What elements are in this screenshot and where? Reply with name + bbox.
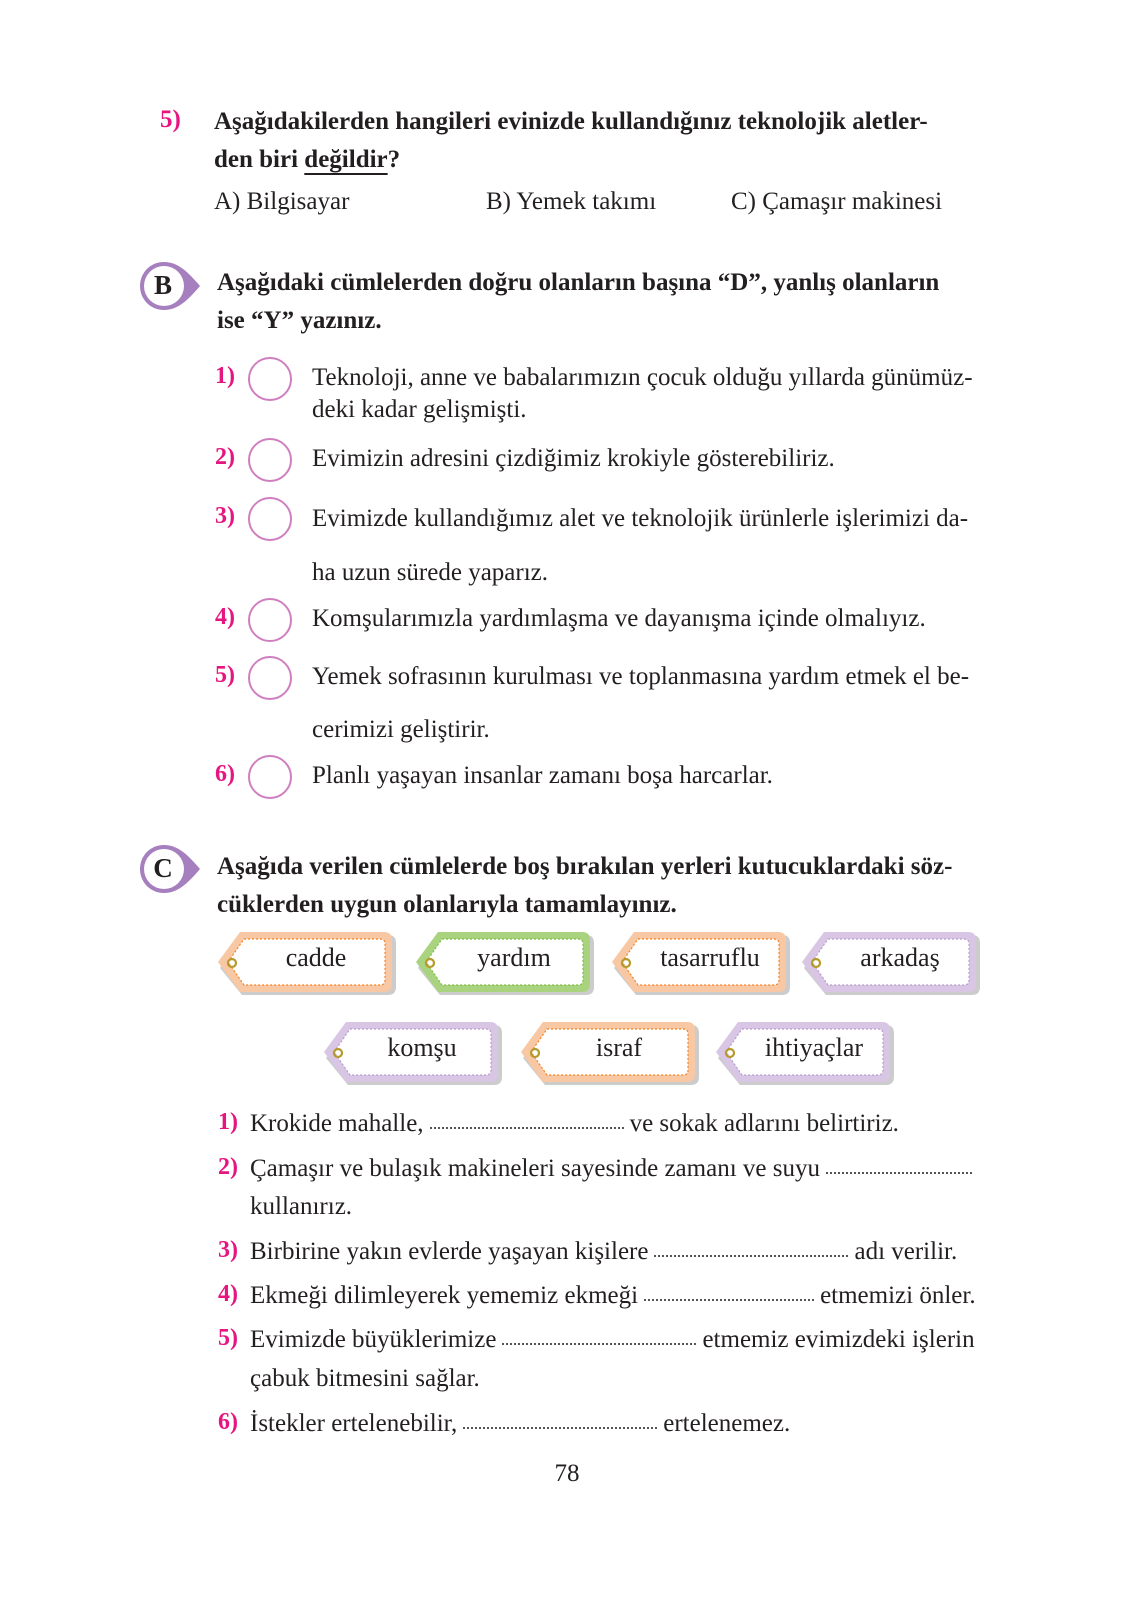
answer-circle-icon: [246, 753, 294, 801]
section-c-badge: [138, 843, 198, 893]
option-c[interactable]: C) Çamaşır makinesi: [731, 188, 943, 215]
b-item-5-text-line1: Yemek sofrasının kurulması ve toplanmasına yardım etmek el be-: [312, 663, 970, 690]
c-item-1-blank[interactable]: [430, 1127, 624, 1129]
b-item-5-number: 5): [215, 662, 235, 688]
tag-label: tasarruflu: [660, 943, 760, 972]
section-c-letter: C: [153, 852, 173, 883]
b-item-3-text-line1: Evimizde kullandığımız alet ve teknolojik ürünlerle işlerimizi da-: [312, 505, 969, 532]
tag-label: ihtiyaçlar: [764, 1033, 864, 1062]
b-item-6-number: 6): [215, 761, 235, 787]
b-item-2-answer-circle[interactable]: [246, 436, 294, 482]
c-item-1-text: Krokide mahalle, ve sokak adlarını belirtiriz.: [250, 1110, 899, 1137]
tag-label: israf: [595, 1033, 643, 1062]
answer-circle-icon: [246, 495, 294, 543]
question-5-line2: den biri değildir?: [214, 146, 401, 173]
b-item-1-number: 1): [215, 363, 235, 389]
section-b-badge: [138, 260, 198, 310]
c-item-4-blank[interactable]: [644, 1299, 814, 1301]
b-item-2-text: Evimizin adresini çizdiğimiz krokiyle gösterebiliriz.: [312, 445, 835, 472]
b-item-5-answer-circle[interactable]: [246, 654, 294, 700]
c-item-2-continuation: kullanırız.: [250, 1193, 353, 1220]
option-b[interactable]: B) Yemek takımı: [486, 188, 657, 215]
b-item-4-number: 4): [215, 604, 235, 630]
answer-circle-icon: [246, 596, 294, 644]
c-item-4-number: 4): [218, 1281, 238, 1307]
word-tag-ihtiyaclar[interactable]: [714, 1020, 898, 1086]
b-item-3-number: 3): [215, 503, 235, 529]
b-item-4-text: Komşularımızla yardımlaşma ve dayanışma içinde olmalıyız.: [312, 605, 926, 632]
b-item-3-answer-circle[interactable]: [246, 495, 294, 541]
c-item-6-text: İstekler ertelenebilir, ertelenemez.: [250, 1410, 791, 1437]
tag-label: yardım: [477, 943, 551, 972]
b-item-2-number: 2): [215, 444, 235, 470]
answer-circle-icon: [246, 436, 294, 484]
tag-label: komşu: [387, 1033, 457, 1062]
b-item-6-text: Planlı yaşayan insanlar zamanı boşa harcarlar.: [312, 762, 773, 789]
answer-circle-icon: [246, 654, 294, 702]
c-item-5-text: Evimizde büyüklerimize etmemiz evimizdeki işlerin: [250, 1326, 975, 1353]
c-item-3-blank[interactable]: [654, 1255, 848, 1257]
word-tag-cadde[interactable]: [216, 930, 400, 996]
b-item-4-answer-circle[interactable]: [246, 596, 294, 642]
section-c-title: Aşağıda verilen cümlelerde boş bırakılan yerleri kutucuklardaki söz- cüklerden uygun olanlarıyla tamamlayınız.: [217, 853, 953, 918]
word-tag-israf[interactable]: [519, 1020, 703, 1086]
b-item-6-answer-circle[interactable]: [246, 753, 294, 799]
answer-circle-icon: [246, 355, 294, 403]
b-item-5-text-line2: cerimizi geliştirir.: [312, 716, 490, 743]
tag-label: arkadaş: [860, 943, 940, 972]
tag-label: cadde: [285, 943, 347, 972]
c-item-5-continuation: çabuk bitmesini sağlar.: [250, 1365, 480, 1392]
c-item-6-number: 6): [218, 1409, 238, 1435]
c-item-3-number: 3): [218, 1237, 238, 1263]
word-tag-yardim[interactable]: [414, 930, 598, 996]
underlined-word: değildir: [304, 146, 388, 173]
c-item-5-number: 5): [218, 1325, 238, 1351]
page-number: 78: [554, 1460, 580, 1487]
c-item-3-text: Birbirine yakın evlerde yaşayan kişilere adı verilir.: [250, 1238, 958, 1265]
c-item-4-text: Ekmeği dilimleyerek yememiz ekmeği etmemizi önler.: [250, 1282, 976, 1309]
option-a[interactable]: A) Bilgisayar: [214, 188, 350, 215]
word-tag-komsu[interactable]: [322, 1020, 506, 1086]
b-item-1-text: Teknoloji, anne ve babalarımızın çocuk olduğu yıllarda günümüz- deki kadar gelişmişti.: [312, 364, 973, 423]
c-item-6-blank[interactable]: [463, 1427, 657, 1429]
question-5-text: [214, 103, 990, 179]
question-5-line1: Aşağıdakilerden hangileri evinizde kullandığınız teknolojik aletler-: [214, 108, 928, 135]
c-item-1-number: 1): [218, 1109, 238, 1135]
word-tag-arkadas[interactable]: [800, 930, 984, 996]
b-item-1-answer-circle[interactable]: [246, 355, 294, 401]
c-item-2-blank[interactable]: [826, 1172, 972, 1174]
section-b-title: Aşağıdaki cümlelerden doğru olanların başına “D”, yanlış olanların ise “Y” yazınız.: [217, 269, 940, 334]
section-b-letter: B: [153, 269, 172, 300]
question-5-number: 5): [160, 106, 181, 133]
c-item-5-blank[interactable]: [502, 1343, 696, 1345]
c-item-2-text: Çamaşır ve bulaşık makineleri sayesinde zamanı ve suyu: [250, 1153, 978, 1185]
b-item-3-text-line2: ha uzun sürede yaparız.: [312, 559, 548, 586]
c-item-2-number: 2): [218, 1154, 238, 1180]
word-tag-tasarruflu[interactable]: [610, 930, 794, 996]
